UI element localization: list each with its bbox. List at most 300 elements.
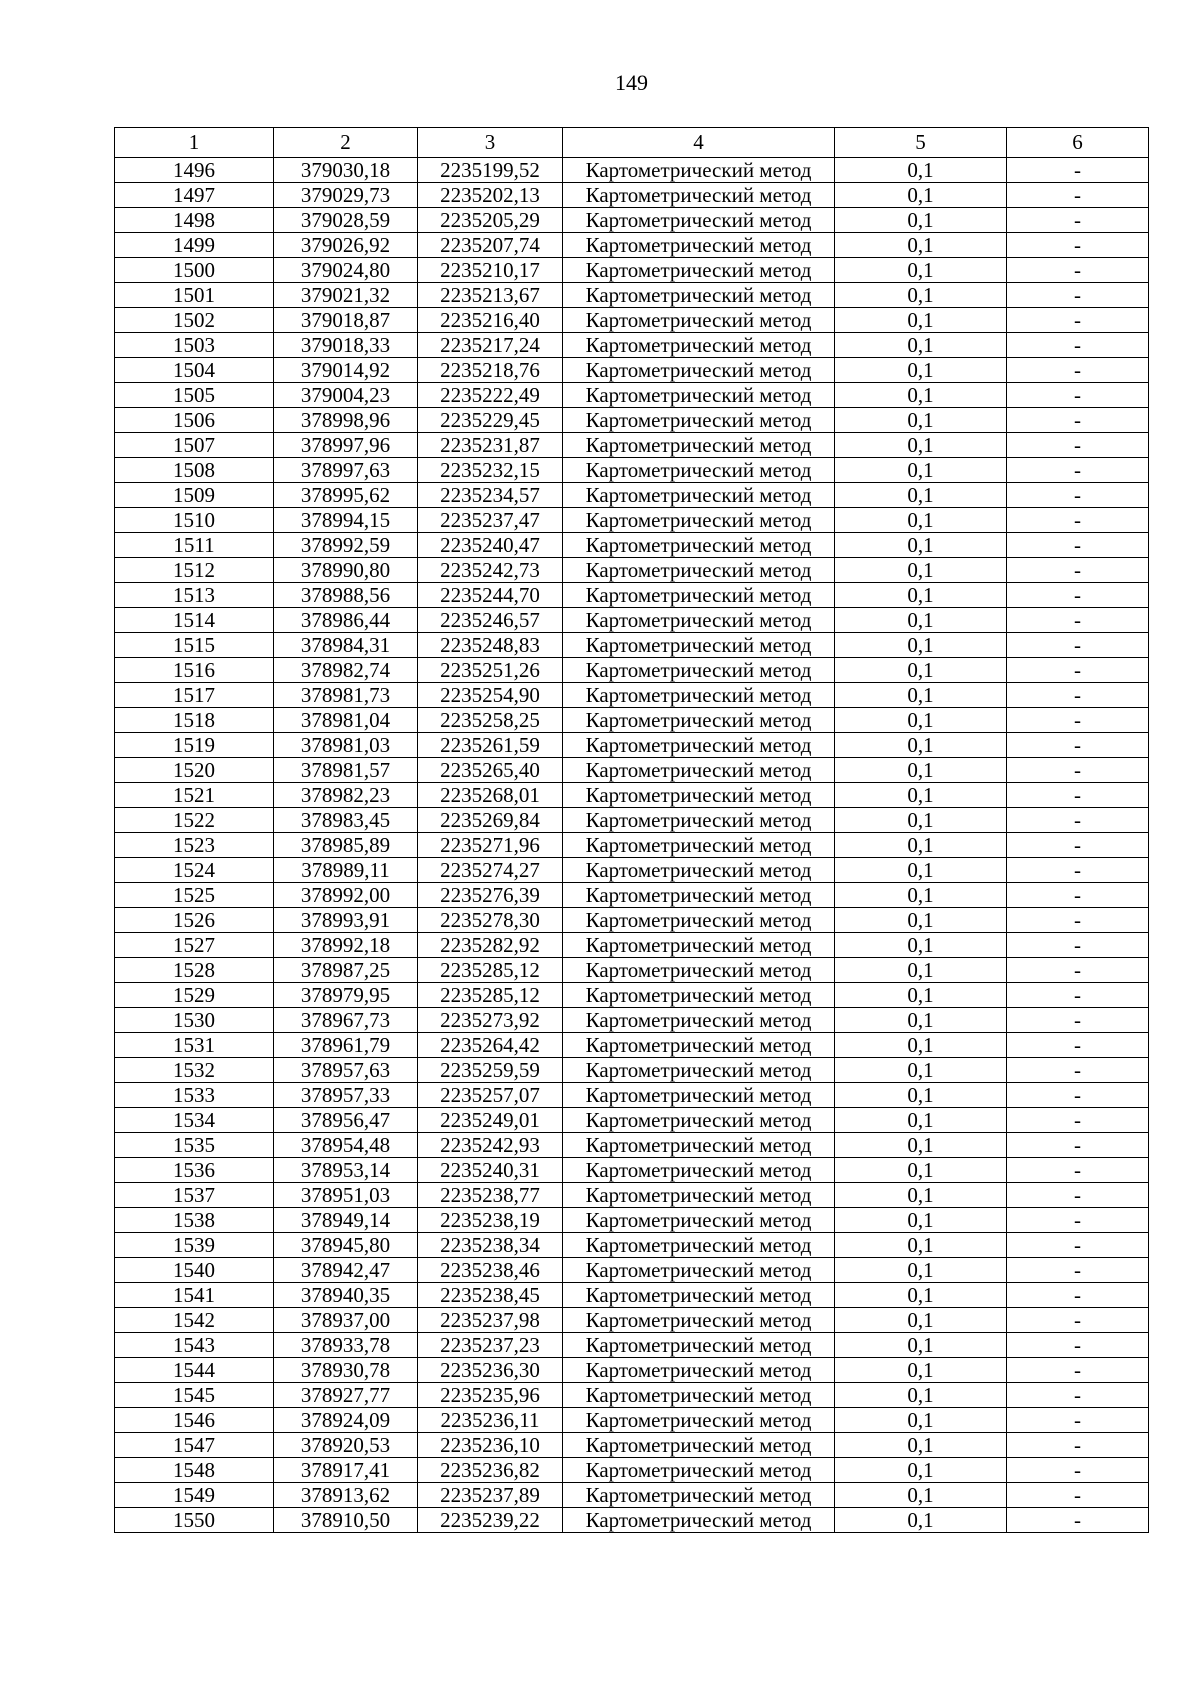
y-coordinate-cell: 2235282,92	[418, 933, 563, 958]
method-cell: Картометрический метод	[563, 383, 835, 408]
accuracy-cell: 0,1	[835, 308, 1007, 333]
table-row	[115, 1433, 1149, 1458]
point-number-cell: 1530	[115, 1008, 274, 1033]
y-coordinate-cell: 2235269,84	[418, 808, 563, 833]
point-number-cell: 1523	[115, 833, 274, 858]
x-coordinate-cell: 378992,18	[274, 933, 418, 958]
table-row	[115, 1008, 1149, 1033]
table-row	[115, 958, 1149, 983]
accuracy-cell: 0,1	[835, 658, 1007, 683]
x-coordinate-cell: 378920,53	[274, 1433, 418, 1458]
accuracy-cell: 0,1	[835, 333, 1007, 358]
y-coordinate-cell: 2235244,70	[418, 583, 563, 608]
method-cell: Картометрический метод	[563, 933, 835, 958]
y-coordinate-cell: 2235210,17	[418, 258, 563, 283]
note-cell: -	[1007, 833, 1149, 858]
accuracy-cell: 0,1	[835, 183, 1007, 208]
y-coordinate-cell: 2235218,76	[418, 358, 563, 383]
accuracy-cell: 0,1	[835, 1333, 1007, 1358]
point-number-cell: 1498	[115, 208, 274, 233]
table-row	[115, 1258, 1149, 1283]
table-row	[115, 533, 1149, 558]
point-number-cell: 1513	[115, 583, 274, 608]
table-row	[115, 333, 1149, 358]
point-number-cell: 1531	[115, 1033, 274, 1058]
table-row	[115, 633, 1149, 658]
column-header: 4	[563, 128, 835, 158]
method-cell: Картометрический метод	[563, 558, 835, 583]
table-row	[115, 1408, 1149, 1433]
note-cell: -	[1007, 583, 1149, 608]
method-cell: Картометрический метод	[563, 808, 835, 833]
point-number-cell: 1521	[115, 783, 274, 808]
accuracy-cell: 0,1	[835, 358, 1007, 383]
table-row	[115, 1308, 1149, 1333]
x-coordinate-cell: 378910,50	[274, 1508, 418, 1533]
table-row	[115, 1233, 1149, 1258]
x-coordinate-cell: 378982,23	[274, 783, 418, 808]
x-coordinate-cell: 378951,03	[274, 1183, 418, 1208]
table-row	[115, 1058, 1149, 1083]
point-number-cell: 1512	[115, 558, 274, 583]
note-cell: -	[1007, 1483, 1149, 1508]
accuracy-cell: 0,1	[835, 683, 1007, 708]
y-coordinate-cell: 2235242,73	[418, 558, 563, 583]
column-header: 6	[1007, 128, 1149, 158]
point-number-cell: 1520	[115, 758, 274, 783]
note-cell: -	[1007, 1083, 1149, 1108]
y-coordinate-cell: 2235235,96	[418, 1383, 563, 1408]
table-row	[115, 1333, 1149, 1358]
y-coordinate-cell: 2235242,93	[418, 1133, 563, 1158]
method-cell: Картометрический метод	[563, 233, 835, 258]
x-coordinate-cell: 378998,96	[274, 408, 418, 433]
method-cell: Картометрический метод	[563, 158, 835, 183]
method-cell: Картометрический метод	[563, 783, 835, 808]
column-header: 3	[418, 128, 563, 158]
accuracy-cell: 0,1	[835, 1383, 1007, 1408]
x-coordinate-cell: 378954,48	[274, 1133, 418, 1158]
x-coordinate-cell: 379018,33	[274, 333, 418, 358]
point-number-cell: 1519	[115, 733, 274, 758]
table-row	[115, 1033, 1149, 1058]
table-row	[115, 758, 1149, 783]
y-coordinate-cell: 2235238,45	[418, 1283, 563, 1308]
y-coordinate-cell: 2235236,11	[418, 1408, 563, 1433]
y-coordinate-cell: 2235251,26	[418, 658, 563, 683]
accuracy-cell: 0,1	[835, 1308, 1007, 1333]
note-cell: -	[1007, 1033, 1149, 1058]
table-row	[115, 708, 1149, 733]
accuracy-cell: 0,1	[835, 708, 1007, 733]
y-coordinate-cell: 2235229,45	[418, 408, 563, 433]
accuracy-cell: 0,1	[835, 1433, 1007, 1458]
note-cell: -	[1007, 1108, 1149, 1133]
method-cell: Картометрический метод	[563, 333, 835, 358]
x-coordinate-cell: 378989,11	[274, 858, 418, 883]
coordinates-table	[114, 127, 1149, 1533]
x-coordinate-cell: 378940,35	[274, 1283, 418, 1308]
x-coordinate-cell: 378992,00	[274, 883, 418, 908]
point-number-cell: 1510	[115, 508, 274, 533]
accuracy-cell: 0,1	[835, 1058, 1007, 1083]
note-cell: -	[1007, 508, 1149, 533]
point-number-cell: 1538	[115, 1208, 274, 1233]
table-row	[115, 733, 1149, 758]
table-row	[115, 833, 1149, 858]
table-row	[115, 1483, 1149, 1508]
y-coordinate-cell: 2235237,23	[418, 1333, 563, 1358]
point-number-cell: 1496	[115, 158, 274, 183]
x-coordinate-cell: 379030,18	[274, 158, 418, 183]
table-row	[115, 1383, 1149, 1408]
note-cell: -	[1007, 1308, 1149, 1333]
x-coordinate-cell: 378994,15	[274, 508, 418, 533]
x-coordinate-cell: 378945,80	[274, 1233, 418, 1258]
method-cell: Картометрический метод	[563, 1508, 835, 1533]
method-cell: Картометрический метод	[563, 308, 835, 333]
x-coordinate-cell: 378942,47	[274, 1258, 418, 1283]
x-coordinate-cell: 378987,25	[274, 958, 418, 983]
x-coordinate-cell: 379028,59	[274, 208, 418, 233]
method-cell: Картометрический метод	[563, 183, 835, 208]
method-cell: Картометрический метод	[563, 858, 835, 883]
accuracy-cell: 0,1	[835, 858, 1007, 883]
point-number-cell: 1547	[115, 1433, 274, 1458]
accuracy-cell: 0,1	[835, 508, 1007, 533]
table-row	[115, 458, 1149, 483]
table-row	[115, 658, 1149, 683]
accuracy-cell: 0,1	[835, 1458, 1007, 1483]
table-row	[115, 283, 1149, 308]
accuracy-cell: 0,1	[835, 908, 1007, 933]
method-cell: Картометрический метод	[563, 408, 835, 433]
accuracy-cell: 0,1	[835, 758, 1007, 783]
point-number-cell: 1548	[115, 1458, 274, 1483]
point-number-cell: 1534	[115, 1108, 274, 1133]
method-cell: Картометрический метод	[563, 1183, 835, 1208]
table-body	[115, 158, 1149, 1533]
note-cell: -	[1007, 258, 1149, 283]
table-row	[115, 158, 1149, 183]
y-coordinate-cell: 2235271,96	[418, 833, 563, 858]
table-row	[115, 1508, 1149, 1533]
table-row	[115, 983, 1149, 1008]
method-cell: Картометрический метод	[563, 483, 835, 508]
note-cell: -	[1007, 1283, 1149, 1308]
accuracy-cell: 0,1	[835, 483, 1007, 508]
y-coordinate-cell: 2235285,12	[418, 983, 563, 1008]
y-coordinate-cell: 2235237,98	[418, 1308, 563, 1333]
accuracy-cell: 0,1	[835, 808, 1007, 833]
table-row	[115, 1208, 1149, 1233]
method-cell: Картометрический метод	[563, 708, 835, 733]
x-coordinate-cell: 379024,80	[274, 258, 418, 283]
x-coordinate-cell: 378933,78	[274, 1333, 418, 1358]
point-number-cell: 1518	[115, 708, 274, 733]
note-cell: -	[1007, 558, 1149, 583]
point-number-cell: 1508	[115, 458, 274, 483]
accuracy-cell: 0,1	[835, 433, 1007, 458]
accuracy-cell: 0,1	[835, 1108, 1007, 1133]
y-coordinate-cell: 2235258,25	[418, 708, 563, 733]
accuracy-cell: 0,1	[835, 458, 1007, 483]
x-coordinate-cell: 378985,89	[274, 833, 418, 858]
note-cell: -	[1007, 283, 1149, 308]
note-cell: -	[1007, 1183, 1149, 1208]
y-coordinate-cell: 2235273,92	[418, 1008, 563, 1033]
accuracy-cell: 0,1	[835, 1008, 1007, 1033]
note-cell: -	[1007, 958, 1149, 983]
table-row	[115, 908, 1149, 933]
point-number-cell: 1504	[115, 358, 274, 383]
point-number-cell: 1540	[115, 1258, 274, 1283]
method-cell: Картометрический метод	[563, 458, 835, 483]
y-coordinate-cell: 2235274,27	[418, 858, 563, 883]
y-coordinate-cell: 2235261,59	[418, 733, 563, 758]
point-number-cell: 1500	[115, 258, 274, 283]
method-cell: Картометрический метод	[563, 208, 835, 233]
table-row	[115, 683, 1149, 708]
x-coordinate-cell: 379018,87	[274, 308, 418, 333]
point-number-cell: 1537	[115, 1183, 274, 1208]
table-row	[115, 383, 1149, 408]
accuracy-cell: 0,1	[835, 1233, 1007, 1258]
accuracy-cell: 0,1	[835, 583, 1007, 608]
note-cell: -	[1007, 1158, 1149, 1183]
y-coordinate-cell: 2235249,01	[418, 1108, 563, 1133]
y-coordinate-cell: 2235254,90	[418, 683, 563, 708]
x-coordinate-cell: 378961,79	[274, 1033, 418, 1058]
note-cell: -	[1007, 758, 1149, 783]
y-coordinate-cell: 2235234,57	[418, 483, 563, 508]
note-cell: -	[1007, 858, 1149, 883]
table-row	[115, 858, 1149, 883]
point-number-cell: 1526	[115, 908, 274, 933]
method-cell: Картометрический метод	[563, 1358, 835, 1383]
x-coordinate-cell: 378984,31	[274, 633, 418, 658]
method-cell: Картометрический метод	[563, 1108, 835, 1133]
table-row	[115, 583, 1149, 608]
x-coordinate-cell: 378917,41	[274, 1458, 418, 1483]
x-coordinate-cell: 378992,59	[274, 533, 418, 558]
point-number-cell: 1539	[115, 1233, 274, 1258]
table-row	[115, 1133, 1149, 1158]
y-coordinate-cell: 2235240,47	[418, 533, 563, 558]
table-row	[115, 183, 1149, 208]
note-cell: -	[1007, 458, 1149, 483]
point-number-cell: 1516	[115, 658, 274, 683]
x-coordinate-cell: 378927,77	[274, 1383, 418, 1408]
table-row	[115, 1358, 1149, 1383]
point-number-cell: 1503	[115, 333, 274, 358]
method-cell: Картометрический метод	[563, 1308, 835, 1333]
x-coordinate-cell: 378993,91	[274, 908, 418, 933]
note-cell: -	[1007, 358, 1149, 383]
method-cell: Картометрический метод	[563, 1458, 835, 1483]
point-number-cell: 1501	[115, 283, 274, 308]
y-coordinate-cell: 2235238,46	[418, 1258, 563, 1283]
accuracy-cell: 0,1	[835, 1508, 1007, 1533]
method-cell: Картометрический метод	[563, 1258, 835, 1283]
note-cell: -	[1007, 433, 1149, 458]
table-row	[115, 1283, 1149, 1308]
table-row	[115, 233, 1149, 258]
point-number-cell: 1542	[115, 1308, 274, 1333]
x-coordinate-cell: 378937,00	[274, 1308, 418, 1333]
point-number-cell: 1541	[115, 1283, 274, 1308]
y-coordinate-cell: 2235248,83	[418, 633, 563, 658]
method-cell: Картометрический метод	[563, 1158, 835, 1183]
x-coordinate-cell: 378930,78	[274, 1358, 418, 1383]
accuracy-cell: 0,1	[835, 1133, 1007, 1158]
point-number-cell: 1511	[115, 533, 274, 558]
point-number-cell: 1525	[115, 883, 274, 908]
x-coordinate-cell: 379029,73	[274, 183, 418, 208]
method-cell: Картометрический метод	[563, 1483, 835, 1508]
accuracy-cell: 0,1	[835, 633, 1007, 658]
method-cell: Картометрический метод	[563, 958, 835, 983]
accuracy-cell: 0,1	[835, 1033, 1007, 1058]
y-coordinate-cell: 2235216,40	[418, 308, 563, 333]
x-coordinate-cell: 378981,73	[274, 683, 418, 708]
accuracy-cell: 0,1	[835, 883, 1007, 908]
x-coordinate-cell: 378979,95	[274, 983, 418, 1008]
y-coordinate-cell: 2235202,13	[418, 183, 563, 208]
accuracy-cell: 0,1	[835, 958, 1007, 983]
note-cell: -	[1007, 208, 1149, 233]
y-coordinate-cell: 2235285,12	[418, 958, 563, 983]
x-coordinate-cell: 378953,14	[274, 1158, 418, 1183]
point-number-cell: 1549	[115, 1483, 274, 1508]
note-cell: -	[1007, 933, 1149, 958]
y-coordinate-cell: 2235240,31	[418, 1158, 563, 1183]
accuracy-cell: 0,1	[835, 258, 1007, 283]
method-cell: Картометрический метод	[563, 1233, 835, 1258]
method-cell: Картометрический метод	[563, 758, 835, 783]
y-coordinate-cell: 2235231,87	[418, 433, 563, 458]
y-coordinate-cell: 2235238,34	[418, 1233, 563, 1258]
note-cell: -	[1007, 983, 1149, 1008]
x-coordinate-cell: 378988,56	[274, 583, 418, 608]
column-header: 1	[115, 128, 274, 158]
x-coordinate-cell: 378981,04	[274, 708, 418, 733]
method-cell: Картометрический метод	[563, 1433, 835, 1458]
table-row	[115, 208, 1149, 233]
y-coordinate-cell: 2235237,89	[418, 1483, 563, 1508]
method-cell: Картометрический метод	[563, 508, 835, 533]
point-number-cell: 1515	[115, 633, 274, 658]
point-number-cell: 1529	[115, 983, 274, 1008]
method-cell: Картометрический метод	[563, 608, 835, 633]
accuracy-cell: 0,1	[835, 1408, 1007, 1433]
y-coordinate-cell: 2235232,15	[418, 458, 563, 483]
x-coordinate-cell: 378981,57	[274, 758, 418, 783]
note-cell: -	[1007, 408, 1149, 433]
point-number-cell: 1533	[115, 1083, 274, 1108]
point-number-cell: 1497	[115, 183, 274, 208]
note-cell: -	[1007, 1458, 1149, 1483]
accuracy-cell: 0,1	[835, 933, 1007, 958]
method-cell: Картометрический метод	[563, 1383, 835, 1408]
note-cell: -	[1007, 1408, 1149, 1433]
y-coordinate-cell: 2235264,42	[418, 1033, 563, 1058]
method-cell: Картометрический метод	[563, 1208, 835, 1233]
note-cell: -	[1007, 533, 1149, 558]
table-row	[115, 358, 1149, 383]
method-cell: Картометрический метод	[563, 1008, 835, 1033]
method-cell: Картометрический метод	[563, 1058, 835, 1083]
method-cell: Картометрический метод	[563, 433, 835, 458]
accuracy-cell: 0,1	[835, 1258, 1007, 1283]
page-number: 149	[615, 70, 648, 95]
accuracy-cell: 0,1	[835, 1183, 1007, 1208]
table-row	[115, 808, 1149, 833]
y-coordinate-cell: 2235238,77	[418, 1183, 563, 1208]
accuracy-cell: 0,1	[835, 783, 1007, 808]
point-number-cell: 1517	[115, 683, 274, 708]
table-row	[115, 258, 1149, 283]
accuracy-cell: 0,1	[835, 1358, 1007, 1383]
x-coordinate-cell: 378995,62	[274, 483, 418, 508]
y-coordinate-cell: 2235238,19	[418, 1208, 563, 1233]
accuracy-cell: 0,1	[835, 383, 1007, 408]
method-cell: Картометрический метод	[563, 658, 835, 683]
note-cell: -	[1007, 233, 1149, 258]
point-number-cell: 1545	[115, 1383, 274, 1408]
point-number-cell: 1505	[115, 383, 274, 408]
y-coordinate-cell: 2235213,67	[418, 283, 563, 308]
column-header: 2	[274, 128, 418, 158]
method-cell: Картометрический метод	[563, 533, 835, 558]
accuracy-cell: 0,1	[835, 533, 1007, 558]
method-cell: Картометрический метод	[563, 683, 835, 708]
x-coordinate-cell: 378997,63	[274, 458, 418, 483]
point-number-cell: 1532	[115, 1058, 274, 1083]
point-number-cell: 1509	[115, 483, 274, 508]
point-number-cell: 1524	[115, 858, 274, 883]
x-coordinate-cell: 378990,80	[274, 558, 418, 583]
x-coordinate-cell: 378997,96	[274, 433, 418, 458]
note-cell: -	[1007, 783, 1149, 808]
method-cell: Картометрический метод	[563, 833, 835, 858]
point-number-cell: 1507	[115, 433, 274, 458]
point-number-cell: 1527	[115, 933, 274, 958]
point-number-cell: 1499	[115, 233, 274, 258]
note-cell: -	[1007, 333, 1149, 358]
x-coordinate-cell: 379021,32	[274, 283, 418, 308]
point-number-cell: 1544	[115, 1358, 274, 1383]
note-cell: -	[1007, 1358, 1149, 1383]
y-coordinate-cell: 2235239,22	[418, 1508, 563, 1533]
note-cell: -	[1007, 1508, 1149, 1533]
y-coordinate-cell: 2235199,52	[418, 158, 563, 183]
x-coordinate-cell: 379004,23	[274, 383, 418, 408]
method-cell: Картометрический метод	[563, 1133, 835, 1158]
accuracy-cell: 0,1	[835, 1483, 1007, 1508]
table-row	[115, 933, 1149, 958]
point-number-cell: 1546	[115, 1408, 274, 1433]
y-coordinate-cell: 2235222,49	[418, 383, 563, 408]
y-coordinate-cell: 2235268,01	[418, 783, 563, 808]
method-cell: Картометрический метод	[563, 1408, 835, 1433]
table-row	[115, 1183, 1149, 1208]
point-number-cell: 1528	[115, 958, 274, 983]
table-row	[115, 1083, 1149, 1108]
table-row	[115, 433, 1149, 458]
table-row	[115, 1108, 1149, 1133]
table-row	[115, 558, 1149, 583]
